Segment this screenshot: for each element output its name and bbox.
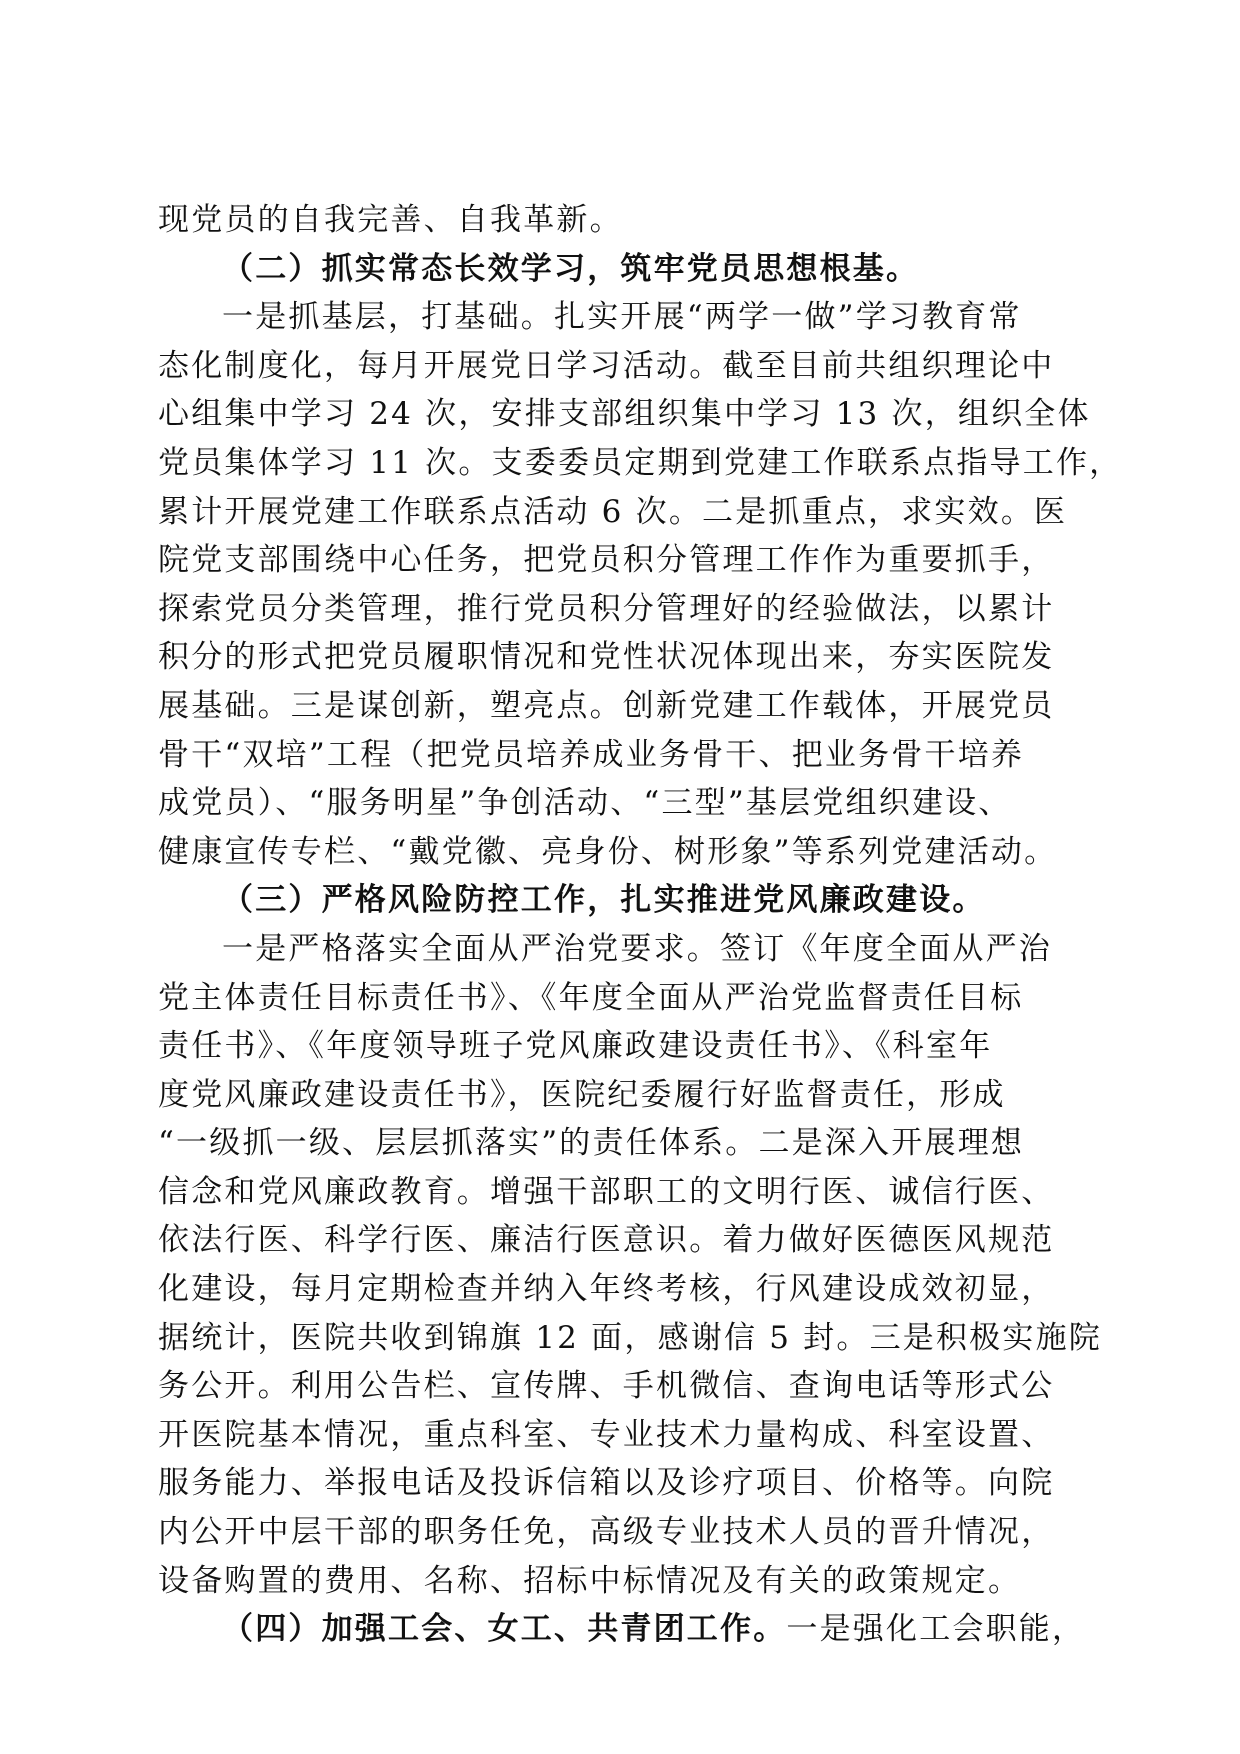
text-line-27: 服务能力、举报电话及投诉信箱以及诊疗项目、价格等。向院 — [158, 1465, 1055, 1502]
text-line-14: 健康宣传专栏、“戴党徽、亮身份、树形象”等系列党建活动。 — [158, 833, 1058, 870]
text-line-3: 一是抓基层，打基础。扎实开展“两学一做”学习教育常 — [222, 299, 1022, 336]
document-body — [158, 196, 1123, 1654]
text-line-22: 依法行医、科学行医、廉洁行医意识。着力做好医德医风规范 — [158, 1222, 1055, 1259]
text-line-9: 探索党员分类管理，推行党员积分管理好的经验做法，以累计 — [158, 590, 1055, 627]
text-line-10: 积分的形式把党员履职情况和党性状况体现出来，夯实医院发 — [158, 639, 1055, 676]
text-line-11: 展基础。三是谋创新，塑亮点。创新党建工作载体，开展党员 — [158, 687, 1055, 724]
text-line-4: 态化制度化，每月开展党日学习活动。截至目前共组织理论中 — [158, 347, 1055, 384]
text-line-24: 据统计，医院共收到锦旗 12 面，感谢信 5 封。三是积极实施院 — [158, 1319, 1102, 1356]
text-line-28: 内公开中层干部的职务任免，高级专业技术人员的晋升情况， — [158, 1514, 1055, 1551]
section-heading-2: （二）抓实常态长效学习，筑牢党员思想根基。 — [222, 250, 920, 287]
text-line-23: 化建设，每月定期检查并纳入年终考核，行风建设成效初显， — [158, 1271, 1055, 1308]
text-line-6: 党员集体学习 11 次。支委委员定期到党建工作联系点指导工作， — [158, 444, 1123, 481]
text-line-7: 累计开展党建工作联系点活动 6 次。二是抓重点，求实效。医 — [158, 493, 1068, 530]
text-line-12: 骨干“双培”工程（把党员培养成业务骨干、把业务骨干培养 — [158, 736, 1025, 773]
text-line-21: 信念和党风廉政教育。增强干部职工的文明行医、诚信行医、 — [158, 1173, 1055, 1210]
text-line-29: 设备购置的费用、名称、招标中标情况及有关的政策规定。 — [158, 1562, 1022, 1599]
text-line-19: 度党风廉政建设责任书》，医院纪委履行好监督责任，形成 — [158, 1076, 1006, 1113]
text-line-1: 现党员的自我完善、自我革新。 — [158, 202, 623, 238]
section-4-text: 一是强化工会职能， — [786, 1611, 1086, 1648]
section-heading-4-line — [158, 1605, 1098, 1654]
text-line-26: 开医院基本情况，重点科室、专业技术力量构成、科室设置、 — [158, 1416, 1055, 1453]
section-heading-4: （四）加强工会、女工、共青团工作。 — [222, 1611, 787, 1648]
text-line-20: “一级抓一级、层层抓落实”的责任体系。二是深入开展理想 — [158, 1125, 1025, 1162]
text-line-16: 一是严格落实全面从严治党要求。签订《年度全面从严治 — [222, 930, 1052, 967]
section-heading-3: （三）严格风险防控工作，扎实推进党风廉政建设。 — [222, 882, 986, 919]
text-line-8: 院党支部围绕中心任务，把党员积分管理工作作为重要抓手， — [158, 542, 1055, 579]
text-line-25: 务公开。利用公告栏、宣传牌、手机微信、查询电话等形式公 — [158, 1368, 1055, 1405]
text-line-18: 责任书》、《年度领导班子党风廉政建设责任书》、《科室年 — [158, 1028, 993, 1065]
text-line-17: 党主体责任目标责任书》、《年度全面从严治党监督责任目标 — [158, 979, 1024, 1016]
text-line-5: 心组集中学习 24 次，安排支部组织集中学习 13 次，组织全体 — [158, 396, 1091, 433]
text-line-13: 成党员）、“服务明星”争创活动、“三型”基层党组织建设、 — [158, 785, 1012, 822]
